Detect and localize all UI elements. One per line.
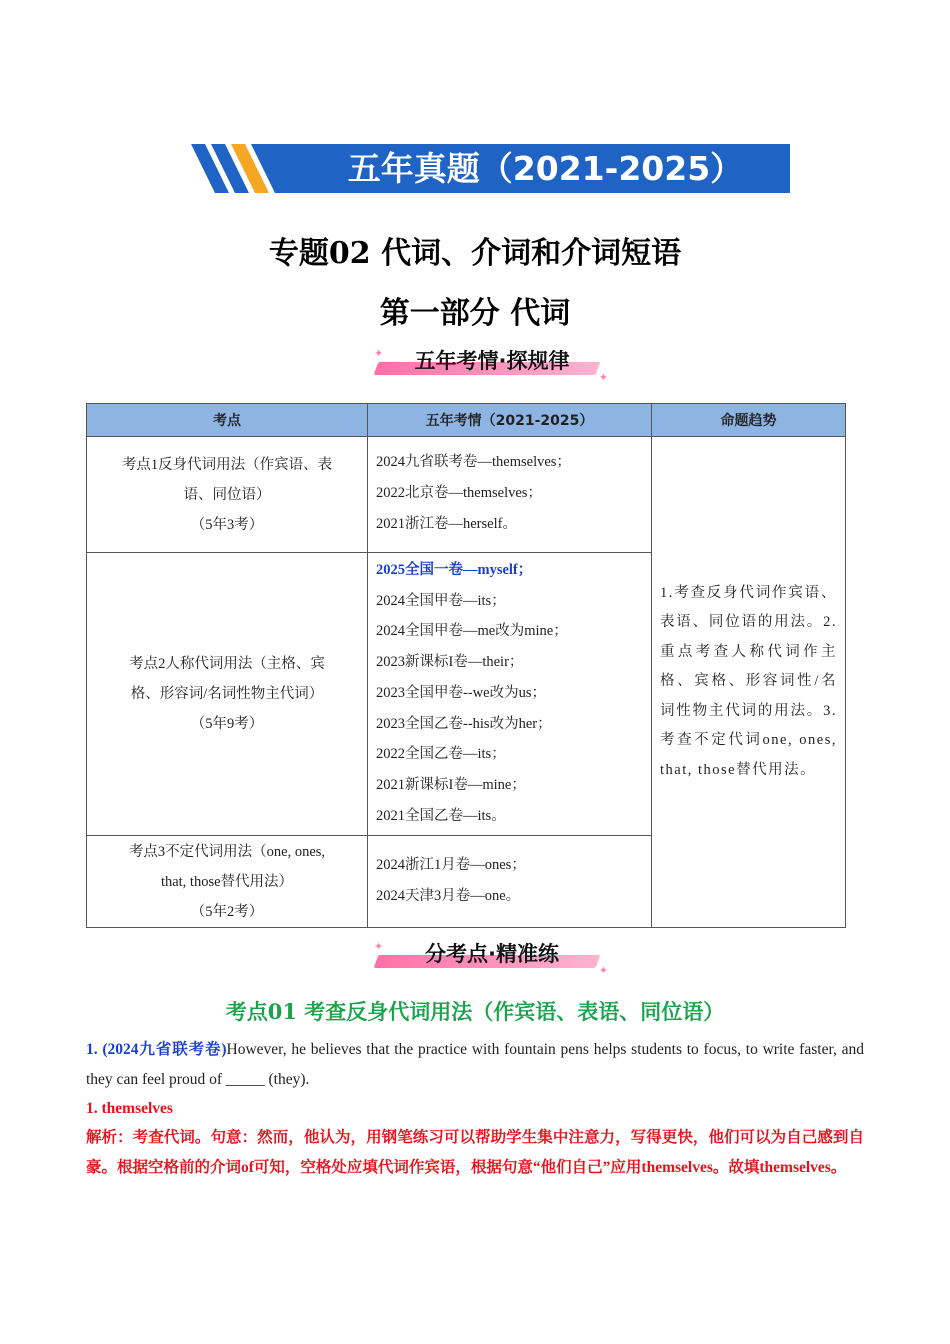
point-cell: 考点1反身代词用法（作宾语、表 语、同位语） （5年3考） <box>87 437 368 553</box>
part-title: 第一部分 代词 <box>379 296 571 331</box>
highlight-exam: 2025全国一卷—myself； <box>376 562 533 578</box>
exams-cell: 2024九省联考卷—themselves； 2022北京卷—themselves； 2021浙江卷—herself。 <box>368 437 652 553</box>
header-point: 考点 <box>87 404 368 437</box>
exams-cell: 2025全国一卷—myself； 2024全国甲卷—its； 2024全国甲卷—me改为mine； 2023新课标I卷—their； 2023全国甲卷--we改为us； 2023全国乙卷--his改为her； 2022全国乙卷—its； 2021新课标I卷—mine； 2021全国乙卷—its。 <box>368 553 652 836</box>
topic-title: 专题02 代词、介词和介词短语 <box>268 236 682 271</box>
point-heading: 考点01 考查反身代词用法（作宾语、表语、同位语） <box>225 999 725 1024</box>
table-row <box>87 437 846 553</box>
table-header-row <box>87 404 846 437</box>
sparkle-icon: ✦ <box>598 964 608 977</box>
question-source: 1. (2024九省联考卷) <box>86 1041 227 1058</box>
question <box>86 1035 864 1095</box>
trend-cell: 1.考查反身代词作宾语、表语、同位语的用法。2.重点考查人称代词作主格、宾格、形容词性/名词性物主代词的用法。3.考查不定代词one, ones, that, those替代用法。 <box>652 437 846 928</box>
question-text: However, he believes that the practice with fountain pens helps students to focus, to write faster, and they can feel proud of _____ (they). <box>86 1041 865 1088</box>
title-banner <box>191 144 790 193</box>
header-trend: 命题趋势 <box>652 404 846 437</box>
section-ribbon-practice <box>372 936 612 977</box>
ribbon-text: 五年考情·探规律 <box>414 349 570 373</box>
ribbon-text: 分考点·精准练 <box>425 942 559 966</box>
answer: 1. themselves <box>86 1100 173 1117</box>
explanation: 解析：考查代词。句意：然而，他认为，用钢笔练习可以帮助学生集中注意力，写得更快，他们可以为自己感到自豪。根据空格前的介词of可知，空格处应填代词作宾语，根据句意“他们自己”应用themselves。故填themselves。 <box>86 1129 864 1176</box>
sparkle-icon: ✦ <box>374 940 384 953</box>
header-exams: 五年考情（2021-2025） <box>368 404 652 437</box>
section-ribbon-trends <box>372 343 612 384</box>
sparkle-icon: ✦ <box>598 371 608 384</box>
banner-text: 五年真题（2021-2025） <box>347 149 744 188</box>
exam-analysis-table <box>86 403 846 928</box>
point-cell: 考点2人称代词用法（主格、宾 格、形容词/名词性物主代词） （5年9考） <box>87 553 368 836</box>
point-cell: 考点3不定代词用法（one, ones, that, those替代用法） （5年2考） <box>87 836 368 928</box>
stripes-decoration <box>191 144 301 193</box>
exams-cell: 2024浙江1月卷—ones； 2024天津3月卷—one。 <box>368 836 652 928</box>
sparkle-icon: ✦ <box>374 347 384 360</box>
